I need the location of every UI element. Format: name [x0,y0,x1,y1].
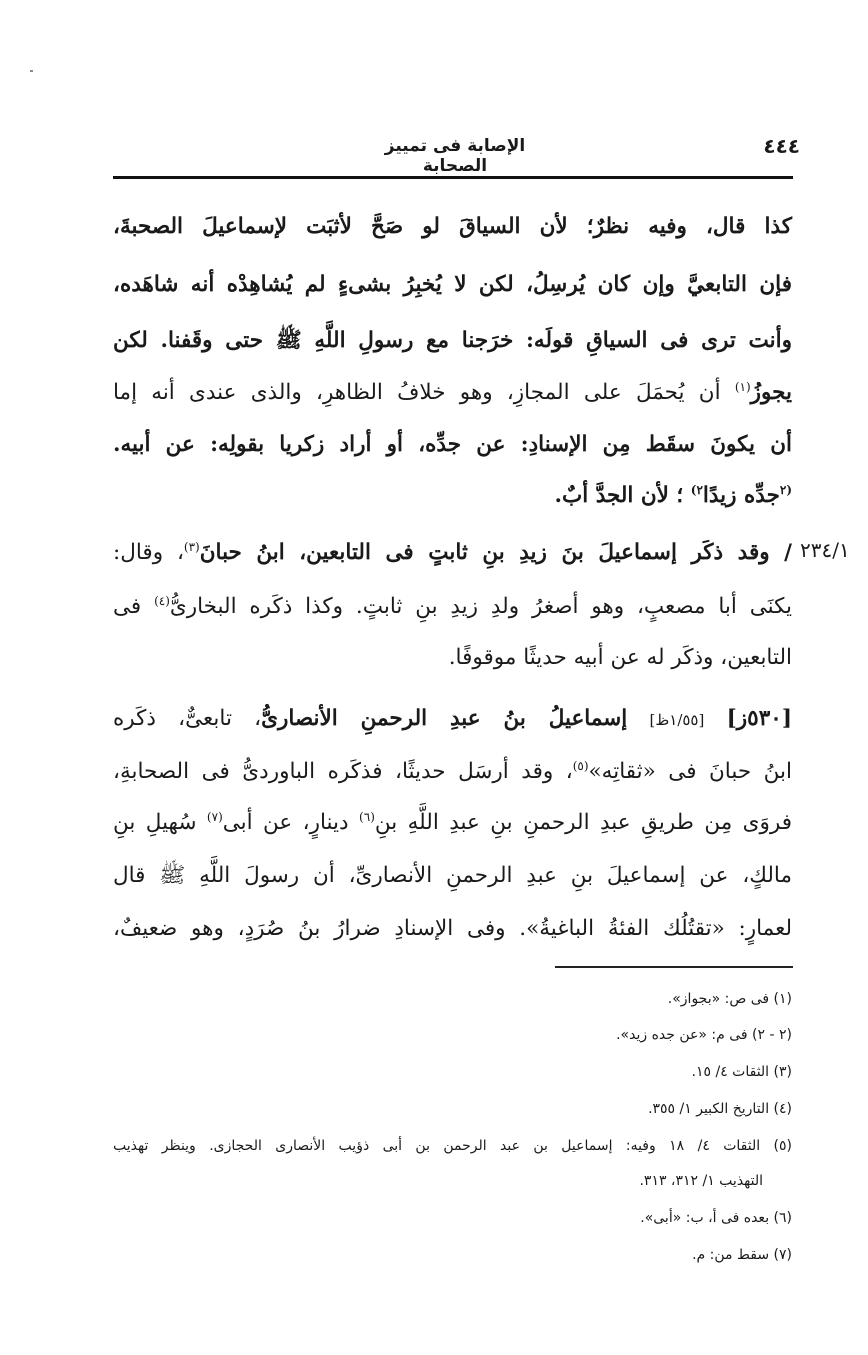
footnote-6: (٦) بعده فى أ، ب: «أبى». [640,1210,792,1226]
body-line-7-tail: ، وقال: [113,540,184,565]
note-ref-1: (١) [734,379,751,394]
word-yajuz: يجوزُ [750,380,792,405]
note-ref-2-open: (٢ [779,482,792,497]
note-ref-6: (٦) [359,809,375,824]
note-ref-7: (٧) [206,809,223,824]
footnote-rule [555,966,793,968]
body-line-6-text: ؛ لأن الجدَّ أبٌ. [554,483,684,508]
page-number: ٤٤٤ [763,134,800,158]
body-line-7-text: / وقد ذكَر إسماعيلَ بنَ زيدِ بنِ ثابتٍ فى التابعين، ابنُ حبانَ [199,540,792,565]
body-line-8-tail: فى [113,594,142,619]
note-ref-4: (٤) [154,593,170,608]
body-line-9: التابعين، وذكَر له عن أبيه حديثًا موقوفًا. [448,645,792,670]
body-line-12-tail: سُهيلِ بنِ [113,810,197,835]
scan-speck [30,70,33,72]
entry-number: [٥٣٠ز] [726,706,793,731]
body-line-12-text: فروَى مِن طريقِ عبدِ الرحمنِ بنِ عبدِ اللَّهِ بنِ [374,810,792,835]
running-header-title: الإصابة فى تمييز الصحابة [384,136,526,176]
note-ref-3: (٣) [183,539,200,554]
margin-reference: ٢٣٤/١ [800,538,850,562]
entry-heading-line [113,704,792,738]
body-line-7 [113,538,792,572]
footnote-7: (٧) سقط من: م. [692,1247,792,1263]
body-line-14: لعمارٍ: «تقتُلُك الفئةُ الباغيةُ». وفى الإسنادِ ضرارُ بنُ صُرَدٍ، وهو ضعيفٌ، [113,916,792,941]
phrase-jaddih: جدِّه زيدًا [702,483,780,508]
body-line-11-text: ابنُ حبانَ فى «ثقاتِه» [588,759,792,784]
body-line-3: وأنت ترى فى السياقِ قولَه: خرَجنا مع رسولِ اللَّهِ ﷺ حتى وقَفنا. لكن [113,328,792,353]
body-line-8-text: يكنَى أبا مصعبٍ، وهو أصغرُ ولدِ زيدِ بنِ ثابتٍ. وكذا ذكَره البخارىُّ [169,594,792,619]
footnote-5: (٥) الثقات ٤/ ١٨ وفيه: إسماعيل بن عبد الرحمن بن أبى ذؤيب الأنصارى الحجازى. وينظر تهذيب [113,1138,792,1154]
note-ref-5: (٥) [572,758,589,773]
body-line-1: كذا قال، وفيه نظرٌ؛ لأن السياقَ لو صَحَّ لأثبَت لإسماعيلَ الصحبةَ، [113,214,792,239]
body-line-8 [113,592,792,626]
footnote-1: (١) فى ص: «بجواز». [667,991,792,1007]
manuscript-ref: [١/٥٥ظ] [649,711,705,729]
body-line-11 [113,757,792,791]
body-line-4 [113,378,792,412]
body-line-5: أن يكونَ سقَط مِن الإسنادِ: عن جدِّه، أو أراد زكريا بقولِه: عن أبيه. [113,432,792,457]
body-line-12 [113,808,792,842]
entry-name: إسماعيلُ بنُ عبدِ الرحمنِ الأنصارىُّ [261,706,628,731]
body-line-2: فإن التابعيَّ وإن كان يُرسِلُ، لكن لا يُخبِرُ بشىءٍ لم يُشاهِدْه أنه شاهَده، [113,272,792,297]
footnote-4: (٤) التاريخ الكبير ١/ ٣٥٥. [648,1101,792,1117]
body-line-13: مالكٍ، عن إسماعيلَ بنِ عبدِ الرحمنِ الأنصارىِّ، أن رسولَ اللَّهِ ﷺ قال [113,863,792,888]
footnote-2: (٢ - ٢) فى م: «عن جده زيد». [616,1027,792,1043]
body-line-11-tail: ، وقد أرسَل حديثًا، فذكَره الباوردىُّ فى الصحابةِ، [113,759,573,784]
body-line-12-mid: دينارٍ، عن أبى [222,810,349,835]
note-ref-2-close: ٢) [690,482,703,497]
header-rule [113,176,793,179]
body-line-6 [555,481,792,515]
footnote-3: (٣) الثقات ٤/ ١٥. [691,1064,792,1080]
body-line-4-text: أن يُحمَلَ على المجازِ، وهو خلافُ الظاهرِ، والذى عندى أنه إما [113,380,721,405]
footnote-5-cont: التهذيب ١/ ٣١٢، ٣١٣. [639,1173,763,1189]
entry-heading-tail: ، تابعىٌّ، ذكَره [113,706,262,731]
